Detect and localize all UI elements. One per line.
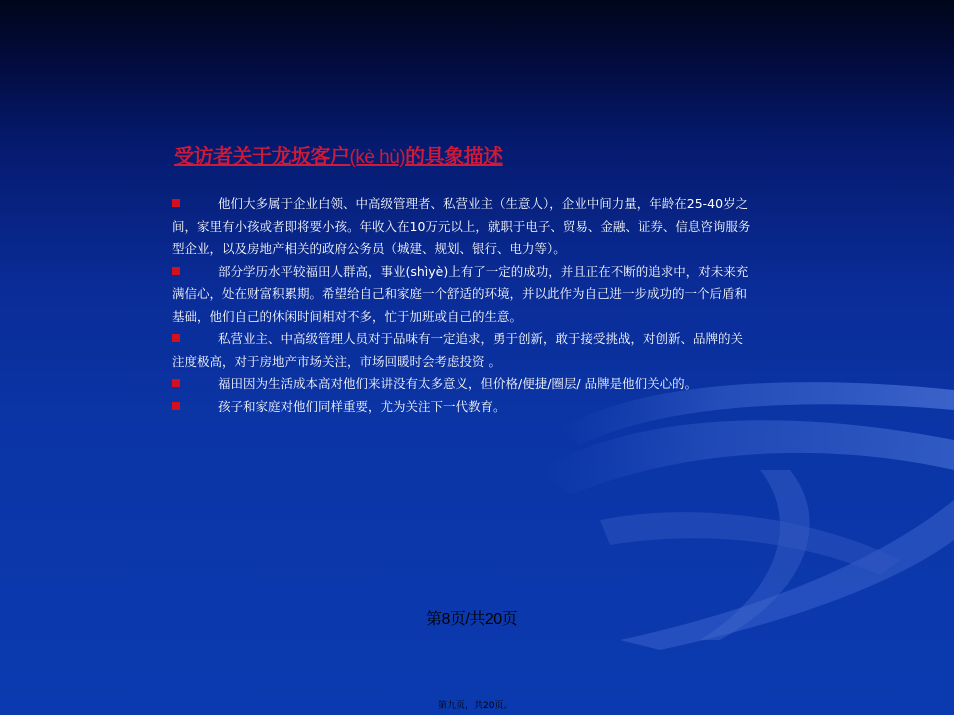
slide-title (174, 140, 503, 169)
paragraph-text: 他们大多属于企业白领、中高级管理者、私营业主（生意人），企业中间力量，年龄在25-40岁之间，家里有小孩或者即将要小孩。年收入在10万元以上，就职于电子、贸易、金融、证券、信息咨询服务型企业，以及房地产相关的政府公务员（城建、规划、银行、电力等）。 (172, 196, 751, 256)
title-text-a: 受访者关于龙坂客户 (174, 144, 350, 168)
page-indicator: 第8页/共20页 (426, 611, 518, 628)
list-item (172, 373, 752, 396)
paragraph-text: 部分学历水平较福田人群高，事业(shìyè)上有了一定的成功，并且正在不断的追求中，对未来充满信心，处在财富积累期。希望给自己和家庭一个舒适的环境，并以此作为自己进一步成功的一个后盾和基础，他们自己的休闲时间相对不多，忙于加班或自己的生意。 (172, 263, 749, 324)
paragraph-text: 福田因为生活成本高对他们来讲没有太多意义，但价格/便捷/圈层/ 品牌是他们关心的。 (218, 376, 698, 391)
title-text-b: 的具象描述 (405, 144, 503, 168)
bullet-square-icon (172, 334, 180, 342)
footer-text: 第九页，共20页。 (438, 701, 513, 711)
list-item (172, 396, 752, 419)
list-item (172, 328, 752, 373)
bullet-list (172, 193, 752, 418)
bullet-square-icon (172, 267, 180, 275)
bullet-square-icon (172, 379, 180, 387)
bullet-square-icon (172, 199, 180, 207)
list-item (172, 193, 752, 261)
title-pinyin: (kè hù) (349, 147, 406, 168)
bullet-square-icon (172, 402, 180, 410)
list-item (172, 261, 752, 329)
paragraph-text: 孩子和家庭对他们同样重要，尤为关注下一代教育。 (218, 398, 506, 414)
paragraph-text: 私营业主、中高级管理人员对于品味有一定追求，勇于创新，敢于接受挑战，对创新、品牌的关注度极高，对于房地产市场关注，市场回暖时会考虑投资 。 (172, 331, 744, 369)
